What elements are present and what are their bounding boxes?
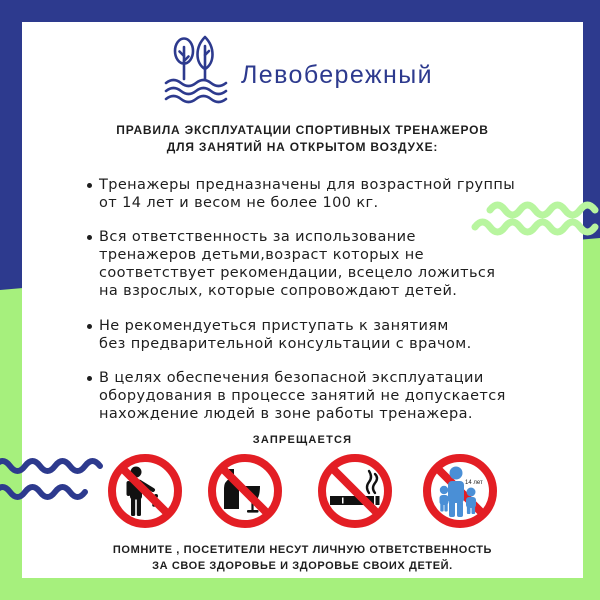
rule-line: Не рекомендуеться приступать к занятиям: [99, 318, 449, 334]
brand-name: Левобережный: [241, 61, 433, 89]
rule-item: [99, 317, 472, 353]
rule-line: В целях обеспечения безопасной эксплуатации: [99, 370, 484, 386]
no-alcohol-icon: [207, 453, 283, 529]
rules-title-line: ДЛЯ ЗАНЯТИЙ НА ОТКРЫТОМ ВОЗДУХЕ:: [166, 140, 439, 154]
prohibited-heading: ЗАПРЕЩАЕТСЯ: [252, 434, 353, 446]
rule-item: [99, 228, 495, 300]
rule-line: без предварительной консультации с врачом.: [99, 336, 472, 352]
rule-line: тренажеров детьми,возраст которых не: [99, 247, 424, 263]
rule-item: [99, 176, 515, 212]
rule-line: нахождение людей в зоне работы тренажера.: [99, 406, 473, 422]
logo-waves-icon: [166, 80, 226, 102]
wave-lines: [475, 205, 595, 232]
rule-line: оборудования в процессе занятий не допускается: [99, 388, 506, 404]
children-age-limit-icon: [422, 453, 498, 529]
rules-title-line: ПРАВИЛА ЭКСПЛУАТАЦИИ СПОРТИВНЫХ ТРЕНАЖЕРОВ: [116, 123, 489, 137]
bullet-icon: [87, 183, 92, 188]
no-smoking-icon: [317, 453, 393, 529]
trees-over-waves-logo-icon: [160, 34, 230, 104]
age-limit-label: 14 лет: [465, 480, 483, 486]
rule-line: Тренажеры предназначены для возрастной группы: [99, 177, 516, 193]
bullet-icon: [87, 376, 92, 381]
wave-lines: [0, 461, 100, 497]
green-waves-icon: [462, 194, 600, 244]
rules-title: [22, 122, 583, 156]
notice-line: ЗА СВОЕ ЗДОРОВЬЕ И ЗДОРОВЬЕ СВОИХ ДЕТЕЙ.: [152, 560, 453, 572]
no-littering-icon: [107, 453, 183, 529]
rule-line: соответствует рекомендации, всецело ложиться: [99, 265, 496, 281]
round-tree-icon: [175, 39, 193, 80]
rule-item: [99, 369, 506, 423]
navy-waves-icon: [0, 450, 105, 512]
bullet-icon: [87, 235, 92, 240]
poster-card: [22, 22, 583, 578]
notice-line: ПОМНИТЕ , ПОСЕТИТЕЛИ НЕСУТ ЛИЧНУЮ ОТВЕТСТВЕННОСТЬ: [112, 544, 493, 556]
rule-line: на взрослых, которые сопровождают детей.: [99, 283, 458, 299]
rule-line: от 14 лет и весом не более 100 кг.: [99, 195, 379, 211]
responsibility-notice: [22, 542, 583, 574]
bullet-icon: [87, 324, 92, 329]
pointed-tree-icon: [198, 37, 213, 79]
rule-line: Вся ответственность за использование: [99, 229, 416, 245]
